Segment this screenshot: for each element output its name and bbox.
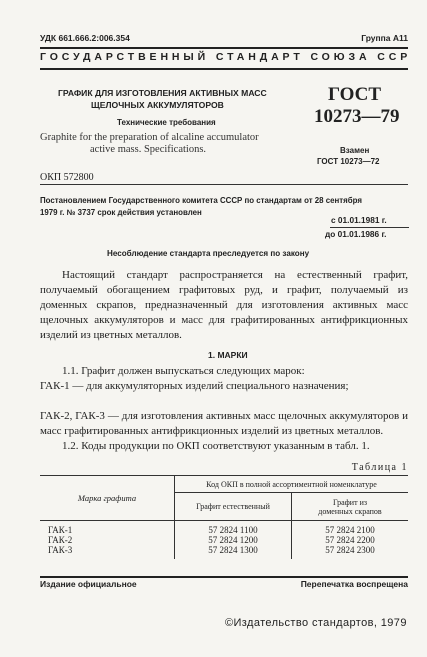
footer-rule [40, 576, 408, 578]
table-row [40, 545, 408, 555]
row-natural-code: 57 2824 1100 [175, 525, 292, 535]
udk-code: УДК 661.666.2:006.354 [40, 33, 130, 43]
table-caption: Таблица 1 [351, 462, 408, 473]
reprint-prohibited: Перепечатка воспрещена [300, 579, 408, 589]
title-line-2: ЩЕЛОЧНЫХ АККУМУЛЯТОРОВ [91, 100, 224, 110]
replace-label: Взамен [340, 146, 370, 155]
okp-code: ОКП 572800 [40, 172, 94, 183]
official-edition: Издание официальное [40, 579, 137, 589]
okp-codes-table [40, 475, 408, 559]
table-row [40, 525, 408, 535]
replace-number: ГОСТ 10273—72 [317, 157, 380, 166]
section-1-para-3: ГАК-2, ГАК-3 — для изготовления активных масс щелочных аккумуляторов и масс графитированных антифрикционных изделий из цветных металлов. [40, 410, 408, 437]
okp-rule [40, 184, 408, 185]
intro-paragraph: Настоящий стандарт распространяется на естественный графит, получаемый обогащением графитовых руд, и графит, получаемый из доменных скрапов, предназначенный для изготовления активных масс щелочных аккумуляторов и масс для графитированных антифрикционных изделий из цветных металлов. [40, 269, 408, 341]
decree-line-2: 1979 г. № 3737 срок действия установлен [40, 208, 202, 217]
gost-label: ГОСТ [328, 84, 382, 105]
column-header-group: Код ОКП в полной ассортиментной номенклатуре [175, 476, 409, 493]
org-name: ГОСУДАРСТВЕННЫЙ СТАНДАРТ СОЮЗА ССР [40, 51, 412, 63]
row-mark: ГАК-2 [40, 535, 175, 545]
section-1-para-1: 1.1. Графит должен выпускаться следующих марок: [62, 365, 305, 377]
law-warning: Несоблюдение стандарта преследуется по закону [107, 249, 310, 258]
row-domain-code: 57 2824 2100 [325, 524, 375, 535]
decree-line-1: Постановлением Государственного комитета СССР по стандартам от 28 сентября [40, 196, 362, 205]
validity-from: с 01.01.1981 г. [331, 215, 387, 225]
column-header-domain: Графит из доменных скрапов [292, 493, 409, 521]
row-natural-code: 57 2824 1300 [175, 545, 292, 555]
english-title-line-1: Graphite for the preparation of alcaline accumulator [40, 132, 259, 143]
section-1-heading: 1. МАРКИ [208, 350, 248, 360]
validity-to: до 01.01.1986 г. [325, 229, 387, 239]
group-code: Группа А11 [361, 33, 408, 43]
column-header-mark: Марка графита [40, 476, 175, 521]
subtitle: Технические требования [117, 118, 216, 127]
title-line-1: ГРАФИК ДЛЯ ИЗГОТОВЛЕНИЯ АКТИВНЫХ МАСС [58, 88, 267, 98]
section-1-para-2: ГАК-1 — для аккумуляторных изделий специального назначения; [40, 380, 349, 392]
validity-divider [330, 227, 409, 228]
table-row [40, 535, 408, 545]
section-1-para-4: 1.2. Коды продукции по ОКП соответствуют указанным в табл. 1. [62, 440, 370, 452]
gost-number: 10273—79 [314, 106, 400, 127]
column-header-natural: Графит естественный [175, 493, 292, 521]
org-rule [40, 68, 408, 70]
row-natural-code: 57 2824 1200 [175, 535, 292, 545]
copyright: ©Издательство стандартов, 1979 [225, 617, 407, 629]
row-domain-code: 57 2824 2300 [325, 544, 375, 555]
row-domain-code: 57 2824 2200 [325, 534, 375, 545]
row-mark: ГАК-1 [40, 525, 175, 535]
row-mark: ГАК-3 [40, 545, 175, 555]
header-rule [40, 47, 408, 49]
english-title-line-2: active mass. Specifications. [90, 144, 207, 155]
